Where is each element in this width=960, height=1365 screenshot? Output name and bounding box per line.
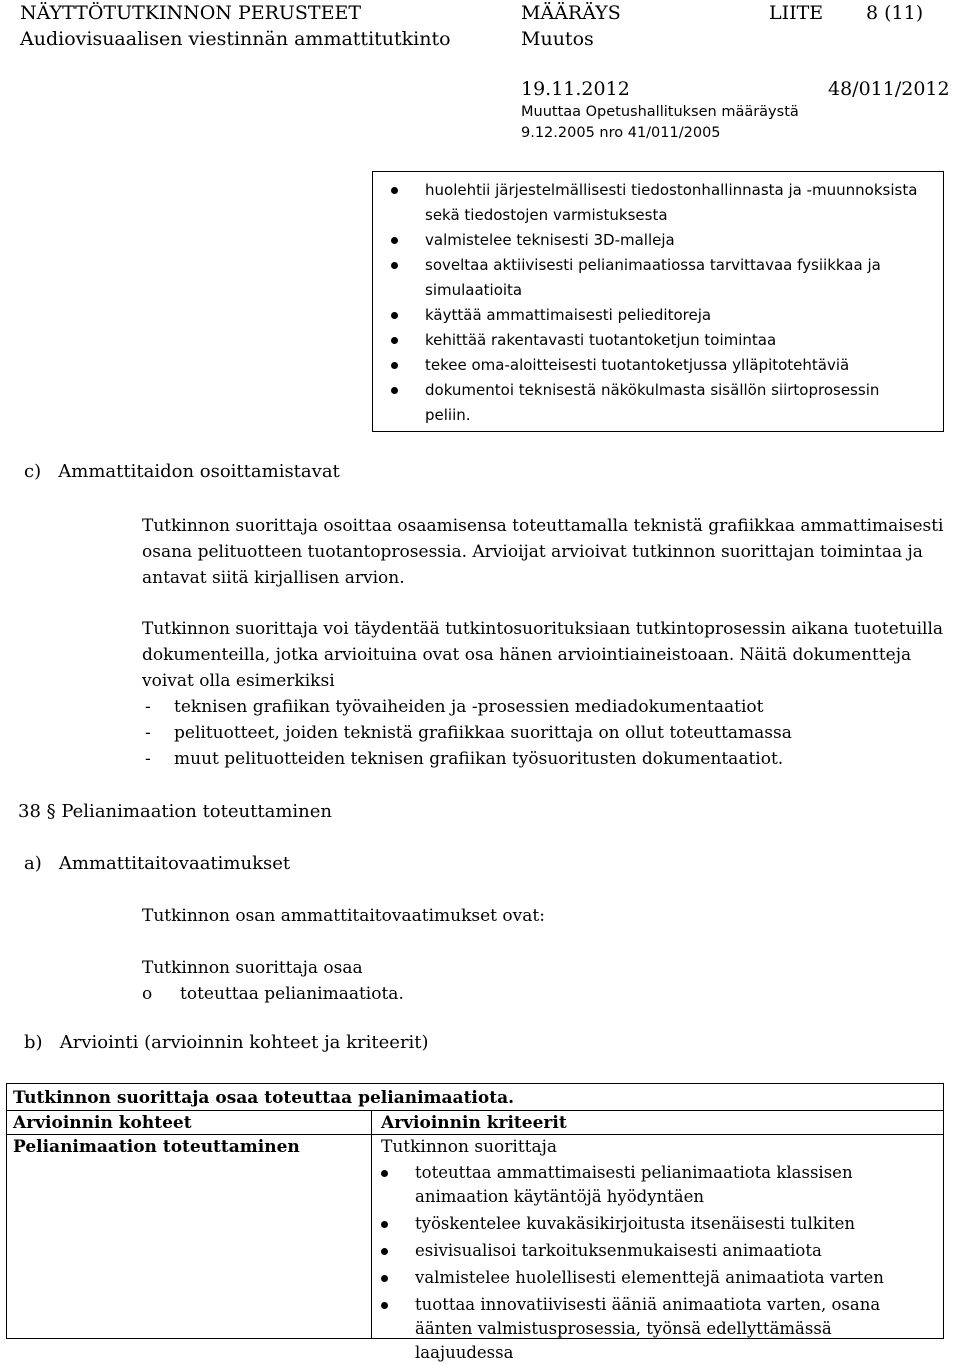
section-38-heading: 38 § Pelianimaation toteuttaminen xyxy=(18,801,332,822)
header-center-subtitle: Muutos xyxy=(521,28,594,50)
header-center-title: MÄÄRÄYS xyxy=(521,2,621,24)
header-left-title: NÄYTTÖTUTKINNON PERUSTEET xyxy=(20,2,362,24)
table-header-criteria: Arvioinnin kriteerit xyxy=(381,1113,567,1133)
list-item: valmistelee teknisesti 3D-malleja xyxy=(391,228,926,253)
list-item: dokumentoi teknisestä näkökulmasta sisällön siirtoprosessin peliin. xyxy=(391,378,926,428)
header-note-2: 9.12.2005 nro 41/011/2005 xyxy=(521,125,721,141)
list-item: käyttää ammattimaisesti pelieditoreja xyxy=(391,303,926,328)
header-doc-number: 48/011/2012 xyxy=(828,78,950,100)
section-a-intro: Tutkinnon osan ammattitaitovaatimukset ovat: xyxy=(142,906,545,926)
section-a-heading: a) Ammattitaitovaatimukset xyxy=(24,853,291,874)
list-item: huolehtii järjestelmällisesti tiedostonhallinnasta ja -muunnoksista sekä tiedostojen varmistuksesta xyxy=(391,178,926,228)
header-date: 19.11.2012 xyxy=(521,78,630,100)
section-c-heading: c) Ammattitaidon osoittamistavat xyxy=(24,461,340,482)
table-row-target: Pelianimaation toteuttaminen xyxy=(13,1137,300,1157)
header-note-1: Muuttaa Opetushallituksen määräystä xyxy=(521,104,799,120)
list-item: työskentelee kuvakäsikirjoitusta itsenäisesti tulkiten xyxy=(381,1212,926,1236)
list-item: valmistelee huolellisesti elementtejä animaatiota varten xyxy=(381,1266,926,1290)
header-page-number: 8 (11) xyxy=(866,2,924,24)
table-header-targets: Arvioinnin kohteet xyxy=(13,1113,192,1133)
list-item: tekee oma-aloitteisesti tuotantoketjussa ylläpitotehtäviä xyxy=(391,353,926,378)
assessment-table xyxy=(6,1083,944,1362)
list-item: - muut pelituotteiden teknisen grafiikan työsuoritusten dokumentaatiot. xyxy=(142,746,942,772)
list-item: esivisualisoi tarkoituksenmukaisesti animaatiota xyxy=(381,1239,926,1263)
list-item: tuottaa innovatiivisesti ääniä animaatiota varten, osana äänten valmistusprosessia, työnsä edellyttämässä laajuudessa xyxy=(381,1293,926,1365)
list-item: kehittää rakentavasti tuotantoketjun toimintaa xyxy=(391,328,926,353)
top-criteria-list xyxy=(391,178,926,428)
header-right-label: LIITE xyxy=(769,2,824,24)
section-b-heading: b) Arviointi (arvioinnin kohteet ja kriteerit) xyxy=(24,1032,429,1053)
section-c-paragraph-2: Tutkinnon suorittaja voi täydentää tutkintosuorituksiaan tutkintoprosessin aikana tuotetuilla dokumenteilla, jotka arvioituina ovat osa hänen arviointiaineistoaan. Näitä dokumentteja voivat olla esimerkiksi xyxy=(142,619,944,691)
list-item: - teknisen grafiikan työvaiheiden ja -prosessien mediadokumentaatiot xyxy=(142,694,942,720)
section-a-sub: Tutkinnon suorittaja osaa xyxy=(142,958,363,978)
header-left-subtitle: Audiovisuaalisen viestinnän ammattitutkinto xyxy=(20,28,451,50)
table-row-subject: Tutkinnon suorittaja xyxy=(381,1137,558,1157)
top-criteria-box xyxy=(372,171,944,432)
list-item: o toteuttaa pelianimaatiota. xyxy=(142,982,404,1006)
list-item: toteuttaa ammattimaisesti pelianimaatiota klassisen animaation käytäntöjä hyödyntäen xyxy=(381,1161,926,1209)
table-title: Tutkinnon suorittaja osaa toteuttaa pelianimaatiota. xyxy=(13,1088,515,1108)
documents-list xyxy=(142,694,942,772)
criteria-list xyxy=(381,1161,926,1365)
list-item: - pelituotteet, joiden teknistä grafiikkaa suorittaja on ollut toteuttamassa xyxy=(142,720,942,746)
requirements-list xyxy=(142,982,404,1006)
list-item: soveltaa aktiivisesti pelianimaatiossa tarvittavaa fysiikkaa ja simulaatioita xyxy=(391,253,926,303)
table-column-divider xyxy=(371,1110,372,1338)
section-c-paragraph-1: Tutkinnon suorittaja osoittaa osaamisensa toteuttamalla teknistä grafiikkaa ammattimaisesti osana pelituotteen tuotantoprosessia. Arvioijat arvioivat tutkinnon suorittajan toimintaa ja antavat siitä kirjallisen arvion. xyxy=(142,516,944,588)
